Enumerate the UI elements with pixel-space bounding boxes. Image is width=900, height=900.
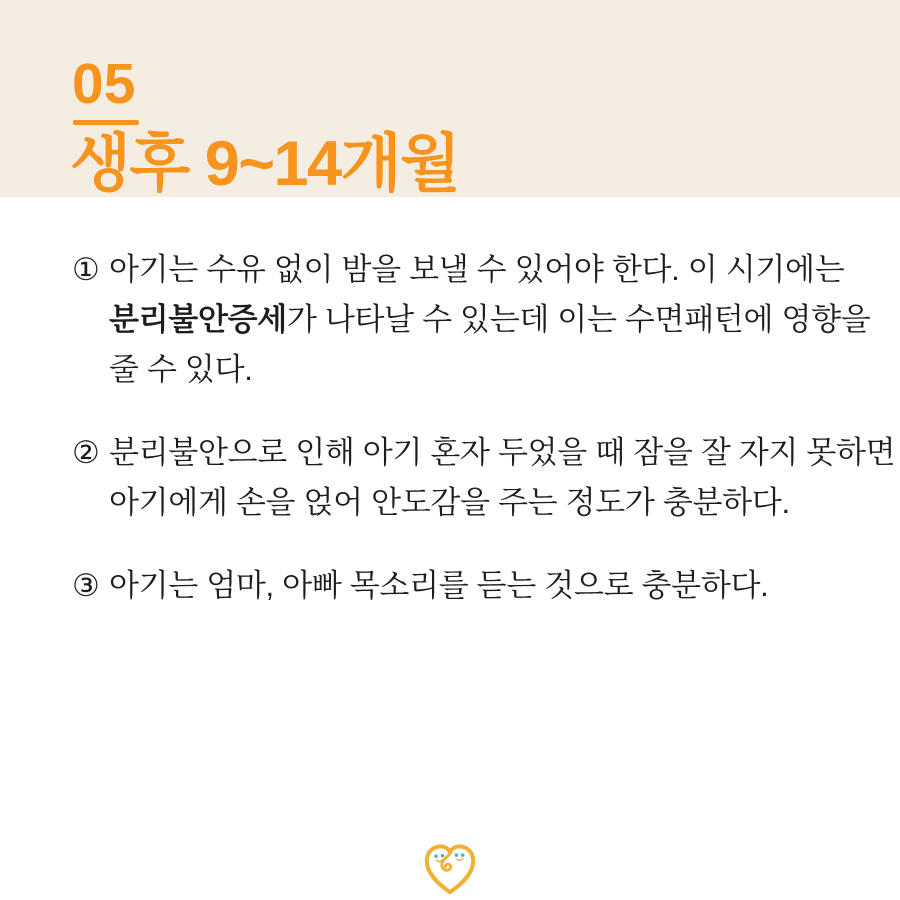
paragraph-1 [72, 245, 871, 395]
circled-number-1: ① [72, 252, 100, 287]
number-underline [73, 120, 139, 125]
circled-number-2: ② [72, 435, 100, 470]
paragraph-3 [72, 561, 862, 611]
body-text [72, 245, 896, 611]
circled-number-3: ③ [72, 568, 100, 603]
bold-term-separation-anxiety: 분리불안증세 [109, 302, 287, 337]
paragraph-1-line-1 [72, 245, 862, 295]
paragraph-1-line-2-text: 가 나타날 수 있는데 이는 수면패턴에 영향을 [286, 302, 871, 337]
card-number: 05 [72, 52, 136, 116]
page-title: 생후 9~14개월 [70, 129, 460, 199]
paragraph-2-line-1 [72, 428, 896, 478]
paragraph-2-line-1-text: 분리불안으로 인해 아기 혼자 두었을 때 잠을 잘 자지 못하면 [109, 435, 896, 470]
paragraph-1-line-2 [72, 295, 871, 345]
paragraph-3-line-1-text: 아기는 엄마, 아빠 목소리를 듣는 것으로 충분하다. [109, 568, 769, 603]
heart-smiley-logo [421, 840, 479, 898]
heart-smiley-logo-svg [421, 840, 479, 898]
paragraph-1-line-3: 줄 수 있다. [109, 352, 253, 387]
paragraph-2 [72, 428, 896, 528]
paragraph-2-line-2: 아기에게 손을 얹어 안도감을 주는 정도가 충분하다. [109, 485, 790, 520]
paragraph-3-line-1 [72, 561, 862, 611]
paragraph-1-line-1-text: 아기는 수유 없이 밤을 보낼 수 있어야 한다. 이 시기에는 [109, 252, 845, 287]
header-band [0, 0, 900, 197]
